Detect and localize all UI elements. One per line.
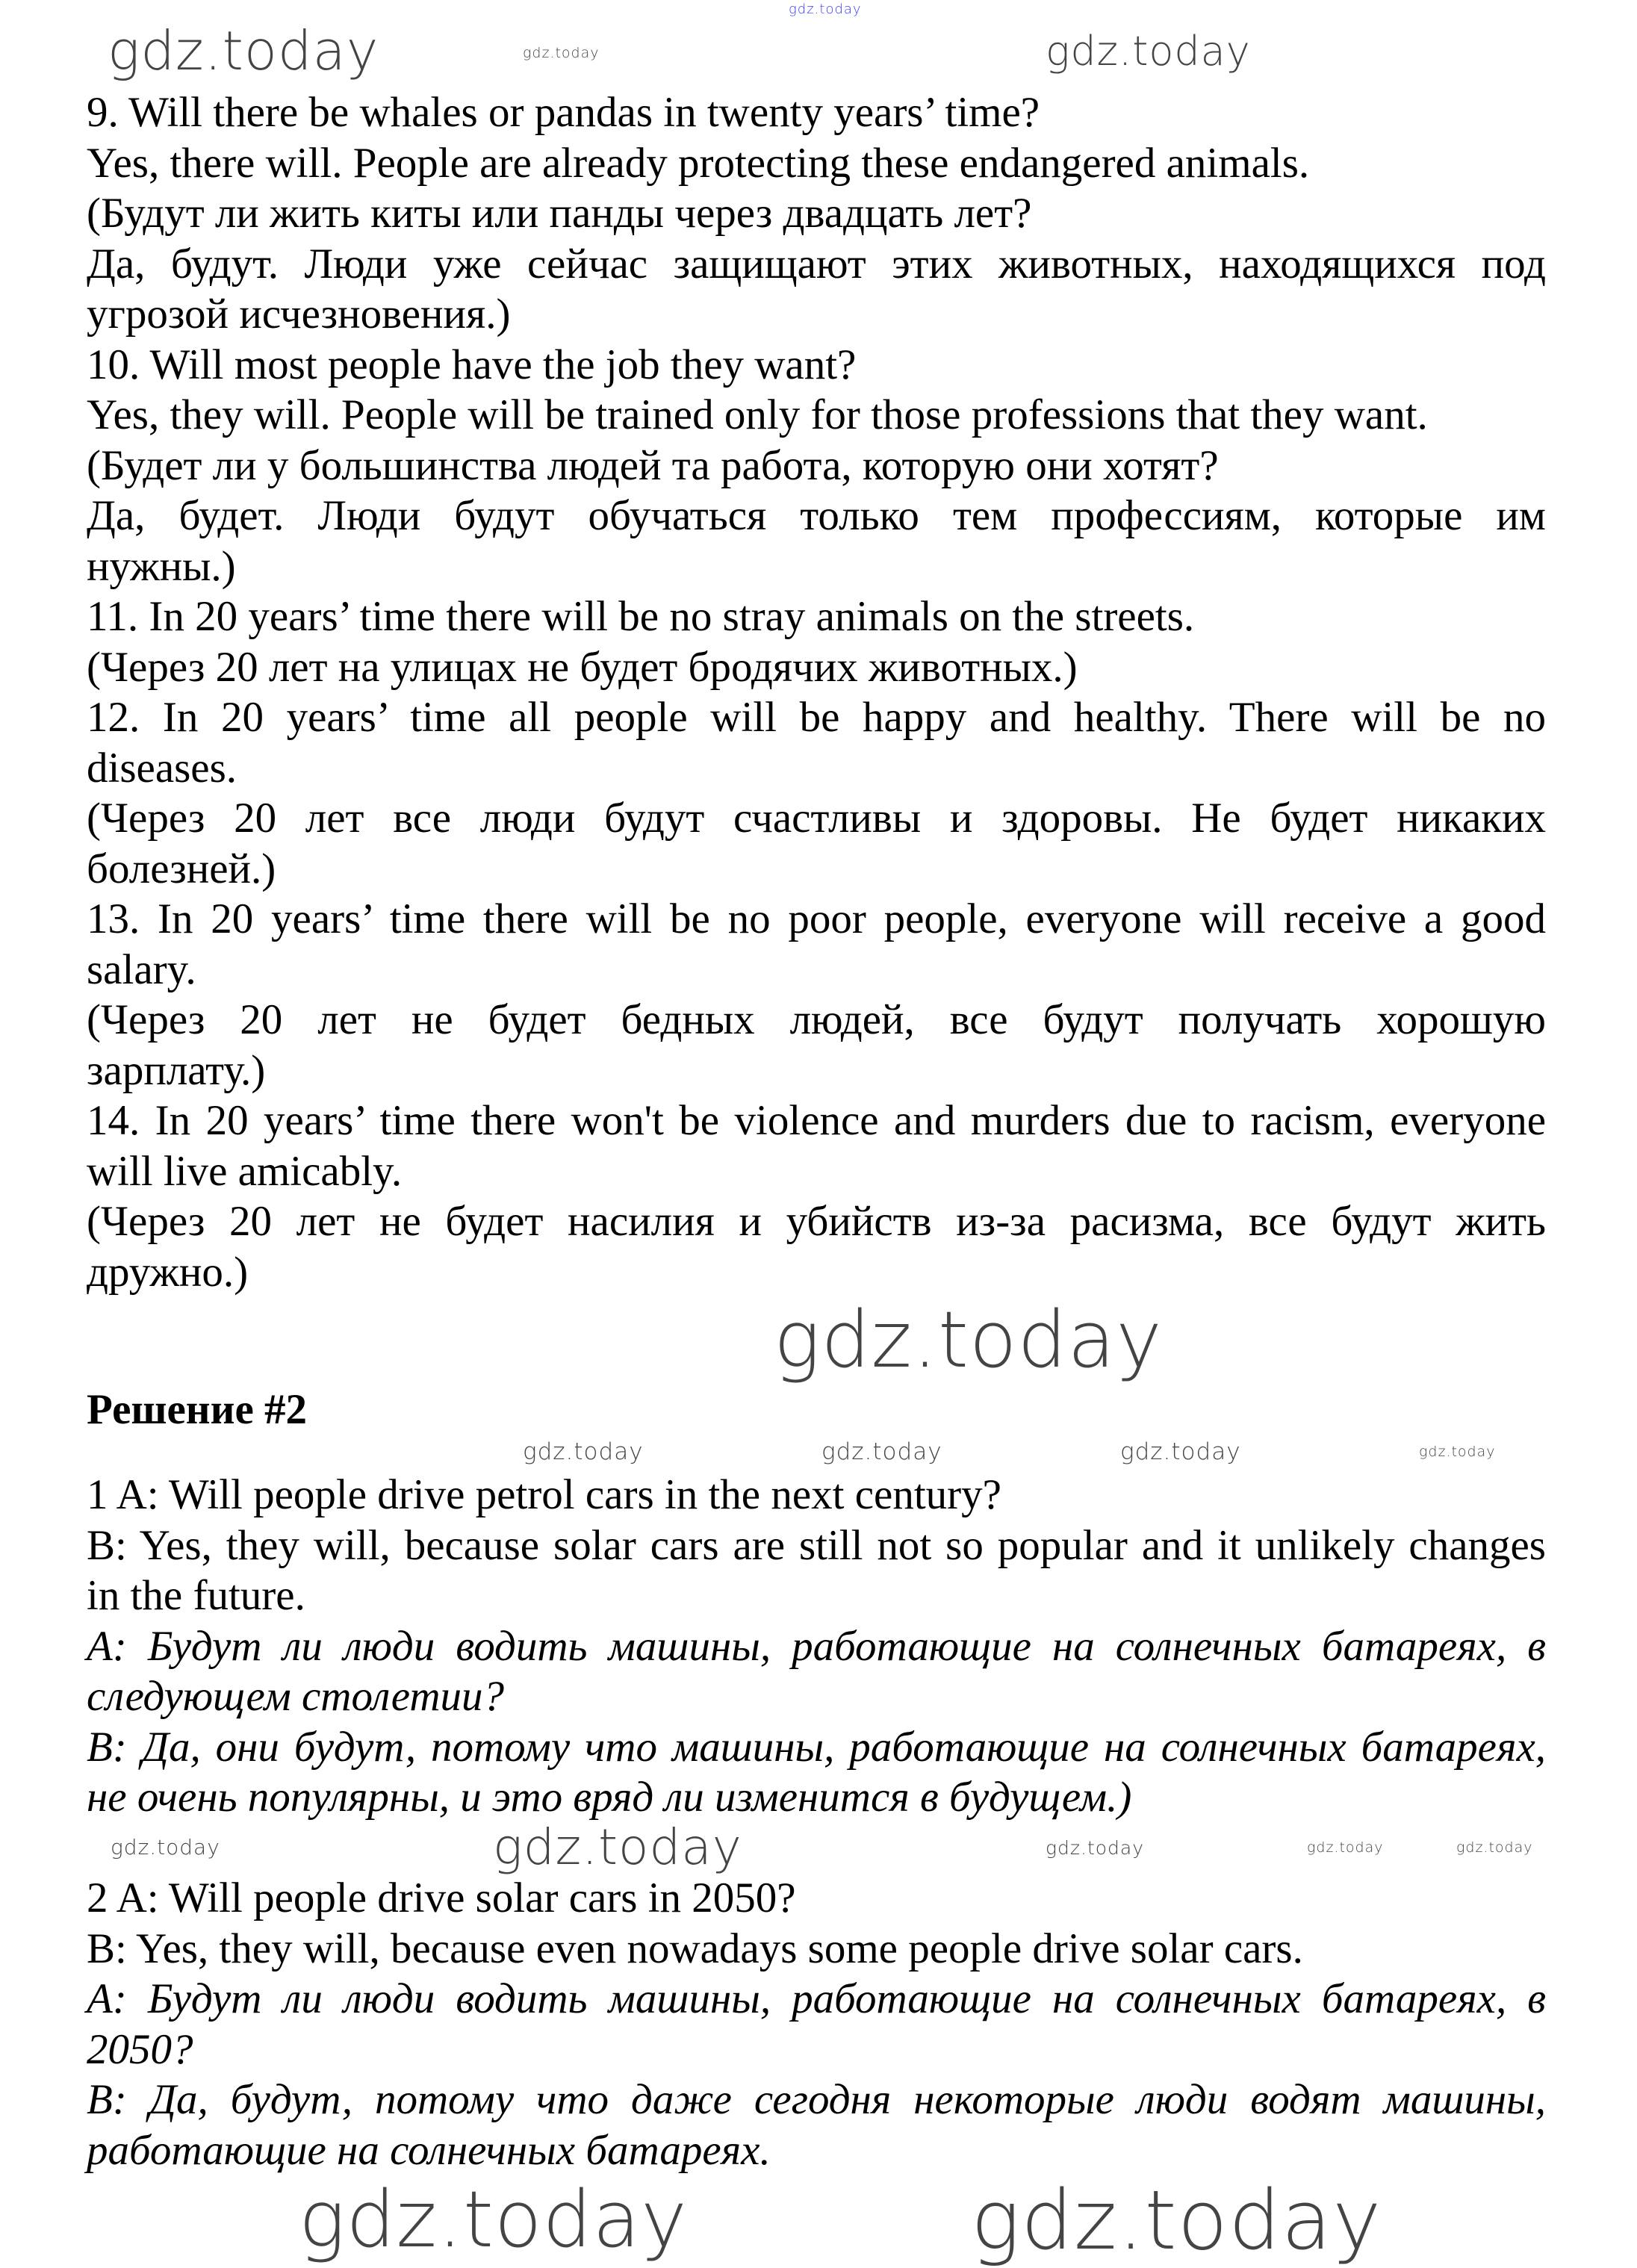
watermark: gdz.today xyxy=(523,1438,644,1465)
text-line: 9. Will there be whales or pandas in twenty years’ time? xyxy=(87,89,1040,136)
watermark: gdz.today xyxy=(523,45,600,61)
watermark: gdz.today xyxy=(1307,1839,1384,1856)
text-line: salary. xyxy=(87,945,196,993)
watermark: gdz.today xyxy=(493,1818,742,1876)
text-line: diseases. xyxy=(87,744,237,792)
text-line: (Будут ли жить киты или панды через двадцать лет? xyxy=(87,190,1032,237)
text-line: зарплату.) xyxy=(87,1046,266,1094)
text-line: 2050? xyxy=(87,2025,193,2073)
answers-section-2 xyxy=(87,1470,1546,2175)
text-line: нужны.) xyxy=(87,542,236,590)
text-line: 10. Will most people have the job they want? xyxy=(87,341,857,388)
text-line: (Через 20 лет не будет бедных людей, все будут получать хорошую xyxy=(87,996,1546,1043)
text-line: 14. In 20 years’ time there won't be violence and murders due to racism, everyone xyxy=(87,1097,1546,1144)
text-line: Yes, there will. People are already protecting these endangered animals. xyxy=(87,139,1310,187)
text-line: 11. In 20 years’ time there will be no stray animals on the streets. xyxy=(87,593,1195,640)
watermark: gdz.today xyxy=(1046,28,1251,75)
watermark: gdz.today xyxy=(1456,1839,1533,1856)
text-line: работающие на солнечных батареях. xyxy=(87,2126,771,2174)
text-line: следующем столетии? xyxy=(87,1673,505,1720)
text-line: Да, будет. Люди будут обучаться только тем профессиям, которые им xyxy=(87,492,1546,539)
text-line: A: Будут ли люди водить машины, работающие на солнечных батареях, в xyxy=(87,1975,1546,2022)
text-line: will live amicably. xyxy=(87,1147,403,1195)
text-line: не очень популярны, и это вряд ли изменится в будущем.) xyxy=(87,1774,1132,1821)
text-line: 13. In 20 years’ time there will be no poor people, everyone will receive a good xyxy=(87,895,1546,942)
text-line: B: Yes, they will, because even nowadays some people drive solar cars. xyxy=(87,1924,1303,1972)
watermark: gdz.today xyxy=(1046,1837,1145,1859)
text-line: in the future. xyxy=(87,1572,305,1619)
watermark: gdz.today xyxy=(1120,1438,1241,1465)
text-line: (Будет ли у большинства людей та работа, которую они хотят? xyxy=(87,441,1219,489)
watermark: gdz.today xyxy=(1419,1444,1496,1460)
text-line: угрозой исчезновения.) xyxy=(87,291,511,338)
text-line: 12. In 20 years’ time all people will be happy and healthy. There will be no xyxy=(87,694,1546,741)
watermark: gdz.today xyxy=(821,1438,942,1465)
text-line: 2 A: Will people drive solar cars in 2050? xyxy=(87,1874,796,1921)
text-line: (Через 20 лет все люди будут счастливы и здоровы. Не будет никаких xyxy=(87,795,1546,842)
watermark: gdz.today xyxy=(299,2174,688,2265)
text-line: болезней.) xyxy=(87,845,276,892)
text-line: (Через 20 лет на улицах не будет бродячих животных.) xyxy=(87,643,1078,691)
watermark: gdz.today xyxy=(971,2172,1382,2268)
watermark: gdz.today xyxy=(111,1835,220,1860)
text-line: (Через 20 лет не будет насилия и убийств из-за расизма, все будут жить xyxy=(87,1198,1546,1245)
watermark: gdz.today xyxy=(108,19,379,82)
text-line: 1 A: Will people drive petrol cars in the next century? xyxy=(87,1471,1001,1518)
solution-heading: Решение #2 xyxy=(87,1386,308,1433)
text-line: Да, будут. Люди уже сейчас защищают этих животных, находящихся под xyxy=(87,240,1546,288)
text-line: B: Да, они будут, потому что машины, работающие на солнечных батареях, xyxy=(87,1723,1546,1771)
text-line: A: Будут ли люди водить машины, работающие на солнечных батареях, в xyxy=(87,1622,1546,1670)
text-line: дружно.) xyxy=(87,1248,249,1296)
text-line: Yes, they will. People will be trained only for those professions that they want. xyxy=(87,391,1428,438)
answers-section-1 xyxy=(87,87,1546,1297)
watermark-top: gdz.today xyxy=(789,1,862,17)
watermark: gdz.today xyxy=(774,1294,1163,1385)
text-line: B: Да, будут, потому что даже сегодня некоторые люди водят машины, xyxy=(87,2076,1546,2123)
text-line: B: Yes, they will, because solar cars are still not so popular and it unlikely changes xyxy=(87,1521,1546,1569)
